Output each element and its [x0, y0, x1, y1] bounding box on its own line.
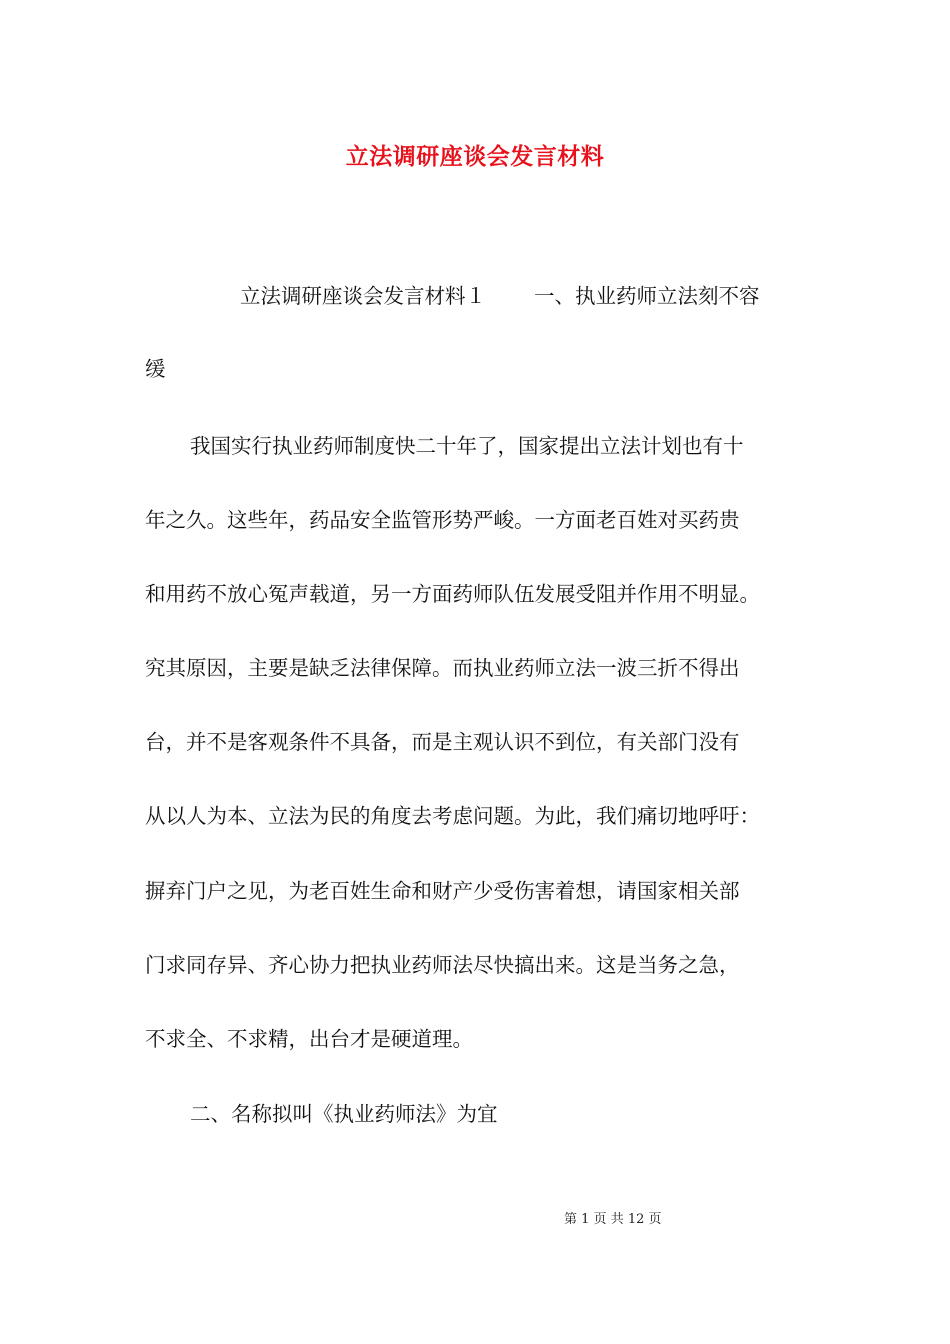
footer-total-pages: 12	[627, 1212, 645, 1227]
footer-prefix: 第	[564, 1212, 578, 1227]
footer-middle: 页 共	[593, 1212, 624, 1227]
footer-current-page: 1	[581, 1212, 590, 1227]
paragraph-line-6: 究其原因，主要是缺乏法律保障。而执业药师立法一波三折不得出	[145, 656, 740, 680]
paragraph-line-11: 不求全、不求精，出台才是硬道理。	[145, 1027, 473, 1051]
paragraph-line-4: 年之久。这些年，药品安全监管形势严峻。一方面老百姓对买药贵	[145, 508, 740, 532]
section-heading-1: 一、执业药师立法刻不容	[534, 284, 760, 308]
paragraph-line-5: 和用药不放心冤声载道，另一方面药师队伍发展受阻并作用不明显。	[145, 582, 760, 606]
footer-suffix: 页	[648, 1212, 662, 1227]
paragraph-line-7: 台，并不是客观条件不具备，而是主观认识不到位，有关部门没有	[145, 730, 740, 754]
paragraph-line-1	[240, 282, 760, 310]
paragraph-line-10: 门求同存异、齐心协力把执业药师法尽快搞出来。这是当务之急，	[145, 953, 740, 977]
paragraph-line-2: 缓	[145, 357, 166, 381]
section-heading-2: 二、名称拟叫《执业药师法》为宜	[190, 1102, 498, 1126]
paragraph-line-3: 我国实行执业药师制度快二十年了，国家提出立法计划也有十	[190, 434, 744, 458]
page-footer	[564, 1208, 662, 1227]
heading-inline-title: 立法调研座谈会发言材料１	[240, 284, 486, 308]
paragraph-line-9: 摒弃门户之见，为老百姓生命和财产少受伤害着想，请国家相关部	[145, 879, 740, 903]
document-title: 立法调研座谈会发言材料	[345, 143, 605, 170]
paragraph-line-8: 从以人为本、立法为民的角度去考虑问题。为此，我们痛切地呼吁：	[145, 804, 760, 828]
